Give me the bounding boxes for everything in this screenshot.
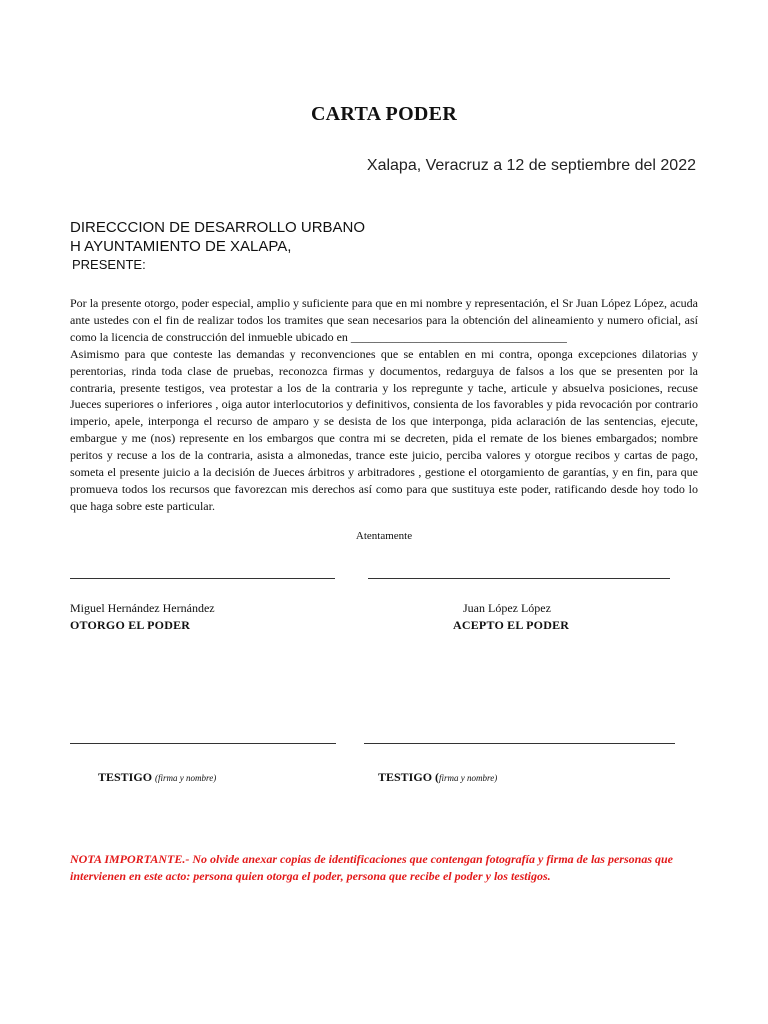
signature-line-grantor (70, 578, 335, 579)
witness-line-left (70, 743, 336, 744)
witness-left-note: (firma y nombre) (155, 773, 217, 783)
witness-label-right (378, 770, 497, 785)
document-title: CARTA PODER (310, 103, 458, 125)
grantor-name: Miguel Hernández Hernández (70, 601, 215, 615)
closing-text: Atentamente (355, 530, 413, 542)
grantee-role: ACEPTO EL PODER (453, 618, 570, 632)
addressee-line-1: DIRECCCION DE DESARROLLO URBANO (70, 219, 366, 236)
grantee-name: Juan López López (463, 601, 551, 615)
important-note: NOTA IMPORTANTE.- No olvide anexar copias de identificaciones que contengan fotografía y firma de las personas que intervienen en este acto: persona quien otorga el poder, persona que recibe el poder y los testigos. (70, 852, 673, 883)
addressee-line-3: PRESENTE: (72, 257, 146, 272)
witness-label-left (98, 770, 216, 785)
body-part-1: Por la presente otorgo, poder especial, amplio y suficiente para que en mi nombre y representación, el Sr Juan López López, acuda ante ustedes con el fin de realizar todos los tramites que sean necesarios para la obtención del alineamiento y numero oficial, así como la licencia de construcción del inmueble ubicado en ____________________________________ (70, 296, 698, 344)
witness-right-note: firma y nombre) (439, 773, 498, 783)
witness-line-right (364, 743, 675, 744)
addressee-line-2: H AYUNTAMIENTO DE XALAPA, (70, 238, 292, 255)
witness-left-label: TESTIGO (98, 770, 153, 784)
place-date: Xalapa, Veracruz a 12 de septiembre del 2022 (366, 157, 696, 174)
body-paragraph (70, 295, 698, 515)
signature-line-grantee (368, 578, 670, 579)
witness-right-label: TESTIGO ( (378, 770, 440, 784)
grantor-role: OTORGO EL PODER (70, 618, 191, 632)
body-part-2: Asimismo para que conteste las demandas y reconvenciones que se entablen en mi contra, oponga excepciones dilatorias y perentorias, rinda toda clase de pruebas, reconozca firmas y documentos, redarguya de falsos a los que se presenten por la contraria, presente testigos, vea protestar a los de la contraria y los repregunte y tache, articule y absuelva posiciones, recuse Jueces superiores o inferiores , oiga autor interlocutorios y definitivos, consienta de los favorables y pida revocación por contrario imperio, apele, interponga el recurso de amparo y se desista de los que interponga, pida aclaración de las sentencias, ejecute, embargue y me (nos) represente en los embargos que contra mi se decreten, pida el remate de los bienes embargados; nombre peritos y recuse a los de la contraria, asista a almonedas, trance este juicio, perciba valores y otorgue recibos y cartas de pago, someta el presente juicio a la decisión de Jueces árbitros y arbitradores , gestione el otorgamiento de garantías, y en fin, para que promueva todos los recursos que favorezcan mis derechos así como para que sustituya este poder, ratificando desde hoy todo lo que haga sobre este particular. (70, 346, 698, 513)
